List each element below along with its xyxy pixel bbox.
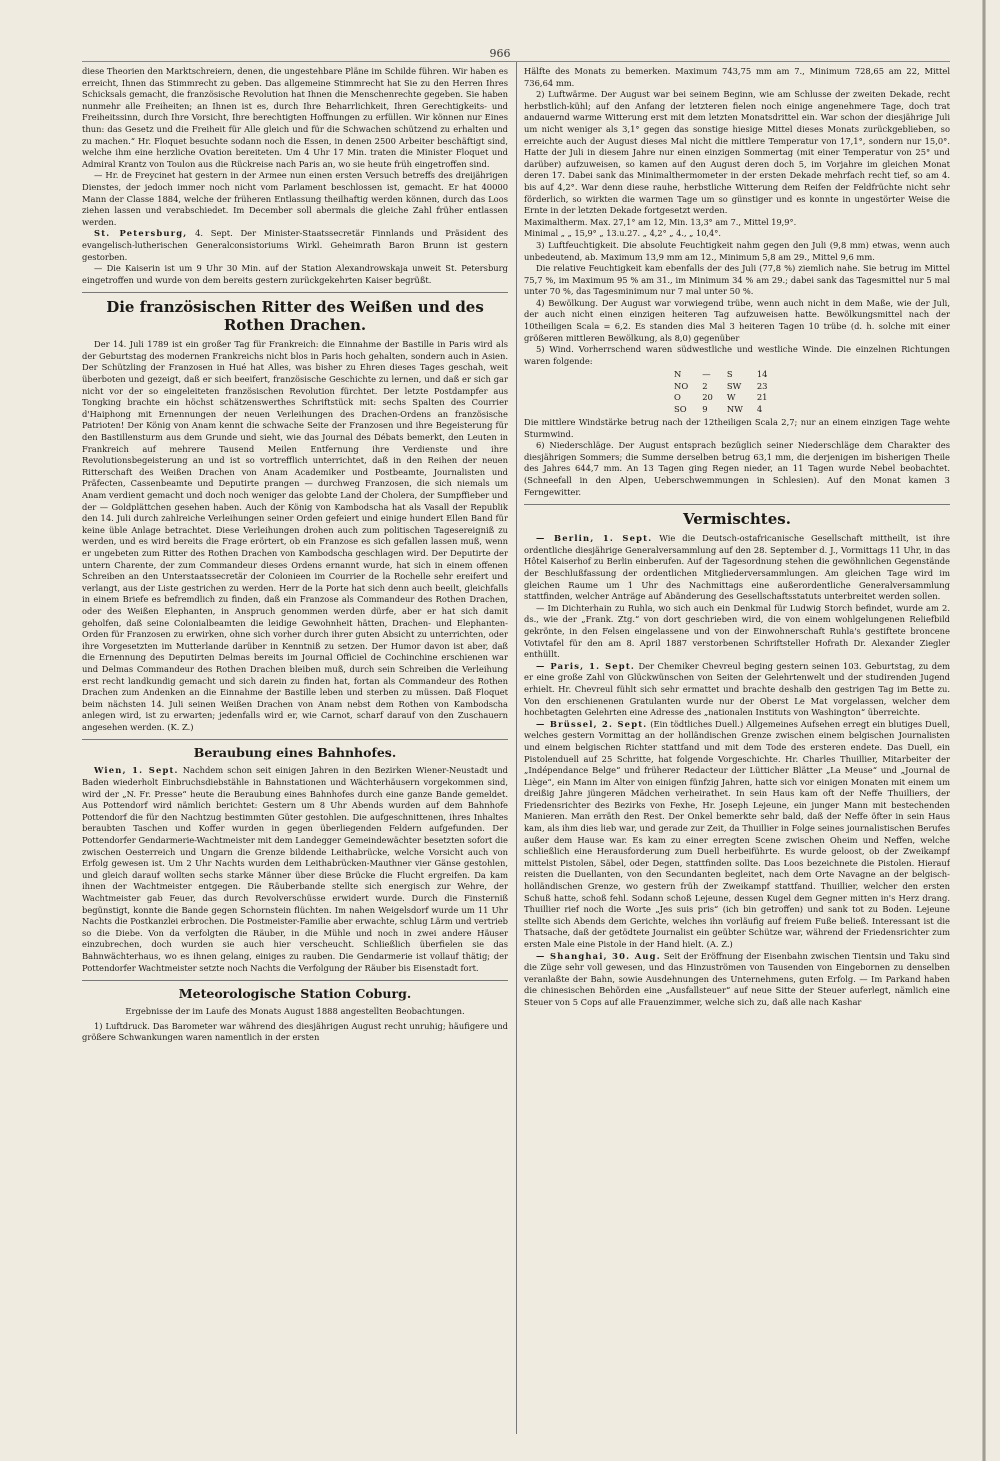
wind-count: 9 [702, 403, 708, 414]
news-item [524, 661, 950, 719]
wind-direction: S [726, 369, 733, 380]
wind-count: 21 [756, 392, 768, 403]
news-item [524, 951, 950, 1009]
section-heading: Vermischtes. [524, 504, 950, 528]
paragraph: Die relative Feuchtigkeit kam ebenfalls der des Juli (77,8 %) ziemlich nahe. Sie betrug im Mittel 75,7 %, im Maximum 95 % am 31., im Minimum 34 % am 29.; dabei sank das Tagesmittel nur 5 mal unter 70 %, das Tagesminimum nur 7 mal unter 50 %. [524, 263, 950, 297]
wind-count: — [702, 369, 711, 380]
paragraph: — Hr. de Freycinet hat gestern in der Armee nun einen ersten Versuch betreffs des dreijährigen Dienstes, der jedoch immer noch nicht vom Parlament beschlossen ist, gemacht. Er hat 40000 Mann der Classe 1884, welche der früheren Entlassung theilhaftig werden können, durch das Loos ziehen lassen und verabschiedet. Im December soll abermals die gleiche Zahl früher entlassen werden. [82, 170, 508, 227]
wind-direction: O [674, 392, 681, 403]
wind-count: 20 [702, 392, 713, 403]
dateline: — Paris, 1. Sept. [536, 660, 636, 671]
page-number: 966 [489, 47, 511, 60]
article-heading: Meteorologische Station Coburg. [82, 980, 508, 1001]
left-column [82, 66, 508, 1436]
dateline: — Brüssel, 2. Sept. [536, 718, 648, 729]
statistic-line: Maximaltherm. Max. 27,1° am 12, Min. 13,3° am 7., Mittel 19,9°. [524, 216, 797, 227]
article-heading: Beraubung eines Bahnhofes. [82, 739, 508, 760]
right-column [524, 66, 950, 1436]
wind-direction: NW [726, 403, 743, 414]
wind-row [674, 404, 781, 415]
paragraph: — Im Dichterhain zu Ruhla, wo sich auch ein Denkmal für Ludwig Storch befindet, wurde am 2. ds., wie der „Frank. Ztg.“ von dort geschrieben wird, die von einem wohlgelungenen Reliefbild gekrönte, in den Felsen eingelassene und von der Einwohnerschaft Ruhla's gestiftete broncene Votivtafel für den am 8. April 1887 verstorbenen Schriftsteller Hofrath Dr. Alexander Ziegler enthüllt. [524, 602, 950, 660]
wind-row [674, 369, 781, 380]
page-edge-shadow [982, 0, 986, 1461]
paragraph-text: Nachdem schon seit einigen Jahren in den Bezirken Wiener-Neustadt und Baden wiederholt Einbruchsdiebstähle in Bahnstationen und Wächterhäusern vorgekommen sind, wird der „N. Fr. Presse“ heute die Beraubung eines Bahnhofes durch eine ganze Bande gemeldet. Aus Pottendorf wird nämlich berichtet: Gestern um 8 Uhr Abends wurden auf dem Bahnhofe Pottendorf die für den Nachtzug bestimmten Güter gestohlen. Die aufgeschnittenen, ihres Inhaltes beraubten Taschen und Koffer wurden in gegen überliegenden Feldern aufgefunden. Der Pottendorfer Gendarmerie-Wachtmeister mit dem Landegger Gemeindewächter besetzten sofort die zwischen Oesterreich und Ungarn die Grenze bildende Leithabrücke, welche Vorsicht auch von Erfolg gewesen ist. Um 2 Uhr Nachts wurden dem Leithabrücken-Mauthner vier Gänse gestohlen, und gleich darauf wollten sechs starke Männer über diese Brücke die Flucht ergreifen. Da kam ihnen der Wachtmeister entgegen. Die Räuberbande stellte sich energisch zur Wehre, der Wachtmeister gab Feuer, das durch Revolverschüsse erwidert wurde. Durch die Finsterniß begünstigt, konnte die Bande gegen Schornstein flüchten. Im nahen Weigelsdorf wurde um 11 Uhr Nachts die Postkanzlei erbrochen. Die Postmeister-Familie aber erwachte, schlug Lärm und vertrieb so die Diebe. Von da verfolgten die Räuber, in die Mühle und noch in zwei andere Häuser einzubrechen, doch wurden sie auch hier verscheucht. Schließlich überfielen sie das Bahnwächterhaus, wo es ihnen gelang, einiges zu rauben. Die Gendarmerie ist vollauf thätig; der Pottendorfer Wachtmeister setzte noch Nachts die Verfolgung der Räuber bis Eisenstadt fort. [82, 765, 508, 973]
column-divider [516, 62, 517, 1434]
paragraph-text: (Ein tödtliches Duell.) Allgemeines Aufsehen erregt ein blutiges Duell, welches gestern Vormittag an der holländischen Grenze zwischen einem belgischen Journalisten und einem belgischen Richter stattfand und mit dem Tode des ersteren endete. Das Duell, ein Pistolenduell auf 25 Schritte, hat folgende Vorgeschichte. Hr. Charles Thuillier, Mitarbeiter der „Indépendance Belge“ und früherer Redacteur der Lütticher Blätter „La Meuse“ und „Journal de Liège“, ein Mann im Alter von einigen fünfzig Jahren, hatte sich vor einigen Monaten mit einem um dreißig Jahre jüngeren Mädchen verheirathet. In sein Haus kam oft der Neffe Thuilliers, der Friedensrichter des Bezirks von Fexhe, Hr. Joseph Lejeune, ein junger Mann mit bestechenden Manieren. Man erräth den Rest. Der Onkel bemerkte sehr bald, daß der Neffe öfter in sein Haus kam, als ihm dies lieb war, und gerade zur Zeit, da Thuillier in Folge seines journalistischen Berufes außer dem Hause war. Es kam zu einer erregten Scene zwischen Oheim und Neffen, welche schließlich eine Herausforderung zum Duell herbeiführte. Es wurde geloost, ob der Zweikampf mittelst Pistolen, Säbel, oder Degen, stattfinden sollte. Das Loos bezeichnete die Pistolen. Hierauf reisten die Duellanten, von den Secundanten begleitet, nach dem Orte Navagne an der belgisch-holländischen Grenze, wo gestern früh der Zweikampf stattfand. Thuillier, welcher den ersten Schuß hatte, schoß fehl. Sodann schoß Lejeune, dessen Kugel dem Gegner mitten in's Herz drang. Thuillier rief noch die Worte „Jes suis pris“ (ich bin getroffen) und sank tot zu Boden. Lejeune stellte sich Abends dem Gerichte, welches ihn vorläufig auf freiem Fuße beließ. Interessant ist die Thatsache, daß der getödtete Journalist ein geübter Schütze war, während der Friedensrichter zum ersten Male eine Pistole in der Hand hielt. (A. Z.) [524, 718, 950, 949]
news-item [524, 533, 950, 603]
paragraph: Die mittlere Windstärke betrug nach der 12theiligen Scala 2,7; nur an einem einzigen Tage wehte Sturmwind. [524, 417, 950, 439]
wind-row [674, 381, 781, 392]
wind-direction: SO [674, 403, 687, 414]
wind-direction: N [674, 369, 682, 380]
paragraph: 2) Luftwärme. Der August war bei seinem Beginn, wie am Schlusse der zweiten Dekade, recht herbstlich-kühl; auf den Anfang der letzteren fielen noch einige angenehmere Tage, doch trat andauernd warme Witterung erst mit dem letzten Monatsdrittel ein. War schon der diesjährige Juli um nicht weniger als 3,1° gegen das sonstige hiesige Mittel dieses Monats zurückgeblieben, so erreichte auch der August dieses Mal nicht die mittlere Temperatur von 17,1°, sondern nur 15,0°. Hatte der Juli in diesem Jahre nur einen einzigen Sommertag (mit einer Temperatur von 25° und darüber) aufzuweisen, so kamen auf den August deren doch 5, im Vorjahre im gleichen Monat deren 17. Dabei sank das Minimalthermometer in der ersten Dekade mehrfach recht tief, so am 4. bis auf 4,2°. War denn diese rauhe, herbstliche Witterung dem Reifen der Feldfrüchte nicht sehr förderlich, so wirkten die warmen Tage um so günstiger und es konnte in ungestörter Weise die Ernte in der letzten Dekade fortgesetzt werden. [524, 89, 950, 216]
wind-count: 2 [702, 380, 708, 391]
news-item [82, 228, 508, 263]
dateline: — Shanghai, 30. Aug. [536, 950, 661, 961]
paragraph: 3) Luftfeuchtigkeit. Die absolute Feuchtigkeit nahm gegen den Juli (9,8 mm) etwas, wenn auch unbedeutend, ab. Maximum 13,9 mm am 12., Minimum 5,8 am 29., Mittel 9,6 mm. [524, 239, 950, 262]
article-heading: Die französischen Ritter des Weißen und des Rothen Drachen. [82, 292, 508, 334]
wind-direction: W [726, 392, 736, 403]
paragraph-text: Der Chemiker Chevreul beging gestern seinen 103. Geburtstag, zu dem er eine große Zahl von Glückwünschen von Seiten der Gelehrtenwelt und der studirenden Jugend erhielt. Hr. Chevreul fühlt sich sehr ermattet und brachte deshalb den gestrigen Tag im Bette zu. Von den erschienenen Gratulanten wurde nur der Oberst Le Mat vorgelassen, welcher dem hochbetagten Gelehrten eine Adresse des „nationalen Instituts von Washington“ überreichte. [524, 660, 950, 718]
paragraph-text: Seit der Eröffnung der Eisenbahn zwischen Tientsin und Taku sind die Züge sehr voll gewesen, und das Hinzuströmen von Tausenden von Eingebornen zu denselben veranlaßte der Bahn, sowie Ausdehnungen des Unternehmens, guten Erfolg. — Im Parkand haben die chinesischen Behörden eine „Ausfallsteuer“ auf neue Sitte der Steuer auferlegt, nämlich eine Steuer von 5 Cops auf alle Frauenzimmer, welche sich zu, daß alle nach Kashar [524, 950, 950, 1007]
wind-count: 14 [756, 369, 768, 380]
wind-direction: NO [674, 380, 689, 391]
paragraph: 5) Wind. Vorherrschend waren südwestliche und westliche Winde. Die einzelnen Richtungen waren folgende: [524, 344, 950, 366]
paragraph: — Die Kaiserin ist um 9 Uhr 30 Min. auf der Station Alexandrowskaja unweit St. Petersburg eingetroffen und wurde von dem bereits gestern zurückgekehrten Kaiser begrüßt. [82, 263, 508, 285]
dateline: St. Petersburg, [94, 228, 188, 239]
paragraph: 6) Niederschläge. Der August entsprach bezüglich seiner Niederschläge dem Charakter des diesjährigen Sommers; die Summe derselben betrug 63,1 mm, die derjenigen im bisherigen Theile des Jahres 644,7 mm. An 13 Tagen ging Regen nieder, an 11 Tagen wurde Nebel beobachtet. (Schneefall in den Alpen, Ueberschwemmungen in Schlesien). Auf den Monat kamen 3 Ferngewitter. [524, 440, 950, 497]
wind-count: 23 [756, 380, 768, 391]
wind-table [674, 369, 781, 415]
dateline: Wien, 1. Sept. [94, 765, 179, 776]
wind-row [674, 392, 781, 403]
article-subheading: Ergebnisse der im Laufe des Monats August 1888 angestellten Beobachtungen. [125, 1006, 465, 1017]
paragraph: Hälfte des Monats zu bemerken. Maximum 743,75 mm am 7., Minimum 728,65 am 22, Mittel 736,64 mm. [524, 66, 950, 88]
statistic-line: Minimal „ „ 15,9° „ 13.u.27. „ 4,2° „ 4., „ 10,4°. [524, 228, 721, 239]
paragraph: 4) Bewölkung. Der August war vorwiegend trübe, wenn auch nicht in dem Maße, wie der Juli, der auch nicht einen einzigen heiteren Tag aufzuweisen hatte. Bewölkungsmittel nach der 10theiligen Scala = 6,2. Es standen dies Mal 3 heiteren Tagen 10 trübe (d. h. solche mit einer größeren mittleren Bewölkung, als 8,0) gegenüber [524, 297, 950, 343]
paragraph: Der 14. Juli 1789 ist ein großer Tag für Frankreich: die Einnahme der Bastille in Paris wird als der Geburtstag des modernen Frankreichs nicht blos in Paris hoch gehalten, sondern auch in Asien. Der Schützling der Franzosen in Hué hat Alles, was bisher zu Ehren dieses Tages geschah, weit überboten und gezeigt, daß er sich beeifert, französische Geschichte zu lernen, und daß er sich gar nicht vor der so eingeleiteten französischen Revolution fürchtet. Der letzte Postdampfer aus Tongking brachte ein höchst schätzenswerthes Schriftstück mit: sechs Spalten des Courrier d'Haiphong mit Ernennungen der neuen Verleihungen des Drachen-Ordens an französische Patrioten! Der König von Anam kennt die schwache Seite der Franzosen und ihre Begeisterung für den Bastillensturm aus dem Grunde und sieht, wie das Journal des Débats bemerkt, den Leuten in Frankreich auf mehrere Tausend Meilen Entfernung ihre Verdienste und ihre Revolutionsbegeisterung an und ist so vortrefflich unterrichtet, daß in den Reihen der neuen Ritterschaft des Weißen Drachen von Anam Academiker und Postbeamte, Journalisten und Präfecten, Cassenbeamte und Deputirte prangen — durchweg Franzosen, die sich niemals um Anam verdient gemacht und doch noch weniger das gelobte Land der Cholera, der Sumpffieber und der — Goldplättchen gesehen haben. Auch der König von Kambodscha hat als Vasall der Republik den 14. Juli durch zahlreiche Verleihungen seiner Orden gefeiert und einige hundert Ellen Band für keine üble Anlage betrachtet. Diese Verleihungen drohen auch zum politischen Tagesereigniß zu werden, und es wird bereits die Frage erörtert, ob ein Franzose es sich gefallen lassen muß, wenn er ungebeten zum Ritter des Rothen Drachen von Kambodscha geschlagen wird. Der Deputirte der untern Charente, der zum Commandeur dieses Ordens ernannt wurde, hat sich in einem offenen Schreiben an den Unterstaatssecretär der Colonieen im Courrier de la Rochelle sehr ereifert und verlangt, aus der Liste gestrichen zu werden. Herr de la Porte hat sich denn auch beeilt, gleichfalls in einem Briefe es befremdlich zu finden, daß ein Franzose als Commandeur des Rothen Drachen, oder des Weißen Elephanten, in Anspruch genommen werden dürfe, aber er hat sich damit geholfen, daß seine Colonialbeamten die leidige Gewohnheit hätten, Drachen- und Elephanten-Orden für Franzosen zu erwirken, ohne sich vorher durch ihrer guten Absicht zu unterrichten, oder ihre Vorgesetzten im Mutterlande darüber in Kenntniß zu setzen. Der Humor davon ist aber, daß die Ernennung des Deputirten Delmas bereits im Journal Officiel de Cochinchine erschienen war und Delmas Commandeur des Rothen Drachen bleiben muß, durch sein Schreiben die Verleihung erst recht landkundig gemacht und sich darein zu finden hat, fortan als Commandeur des Rothen Drachen zum Andenken an die Einnahme der Bastille leben und sterben zu müssen. Daß Floquet beim nächsten 14. Juli seinen Weißen Drachen von Anam nebst dem Rothen von Kambodscha anlegen wird, ist zu erwarten; jedenfalls wird er, wie Carnot, scharf darauf von den Zuschauern angesehen werden. (K. Z.) [82, 339, 508, 732]
news-item [524, 719, 950, 951]
paragraph: diese Theorien den Marktschreiern, denen, die ungestehbare Pläne im Schilde führen. Wir haben es erreicht, Ihnen das Stimmrecht zu geben. Das allgemeine Stimmrecht hat Sie zu den Herren Ihres Schicksals gemacht, die französische Revolution hat Ihnen die Menschenrechte gegeben. Sie haben nunmehr alle Freiheiten; an Ihnen ist es, durch Ihre Beharrlichkeit, Ihren Gerechtigkeits- und Freiheitssinn, durch Ihre Vorsicht, Ihre berechtigten Hoffnungen zu erfüllen. Wir können nur Eines thun: das Gesetz und die Freiheit für Alle gleich und für die Schwachen schützend zu erhalten und zu machen.“ Hr. Floquet besuchte sodann noch die Essen, in denen 2500 Arbeiter beschäftigt sind, welche ihm eine herzliche Ovation bereiteten. Um 4 Uhr 17 Min. traten die Minister Floquet und Admiral Krantz von Toulon aus die Rückreise nach Paris an, wo sie heute früh eingetroffen sind. [82, 66, 508, 169]
wind-count: 4 [756, 403, 763, 414]
news-item [82, 765, 508, 974]
dateline: — Berlin, 1. Sept. [536, 533, 653, 544]
paragraph-text: 4. Sept. Der Minister-Staatssecretär Finnlands und Präsident des evangelisch-lutherischen Generalconsistoriums Wirkl. Geheimrath Baron Brunn ist gestern gestorben. [82, 228, 508, 262]
wind-direction: SW [726, 380, 742, 391]
paragraph-text: Wie die Deutsch-ostafricanische Gesellschaft mittheilt, ist ihre ordentliche diesjährige Generalversammlung auf den 28. September d. J., Vormittags 11 Uhr, in das Hôtel Kaiserhof zu Berlin einberufen. Auf der Tagesordnung stehen die gewöhnlichen Gegenstände der Beschlußfassung der ordentlichen Mitgliederversammlungen. Am gleichen Tage wird im gleichen Raume um 1 Uhr des Nachmittags eine außerordentliche Generalversammlung stattfinden, welcher Anträge auf Abänderung des Gesellschaftsstatuts unterbreitet werden sollen. [524, 533, 950, 602]
paragraph: 1) Luftdruck. Das Barometer war während des diesjährigen August recht unruhig; häufigere und größere Schwankungen waren namentlich in der ersten [82, 1020, 508, 1043]
